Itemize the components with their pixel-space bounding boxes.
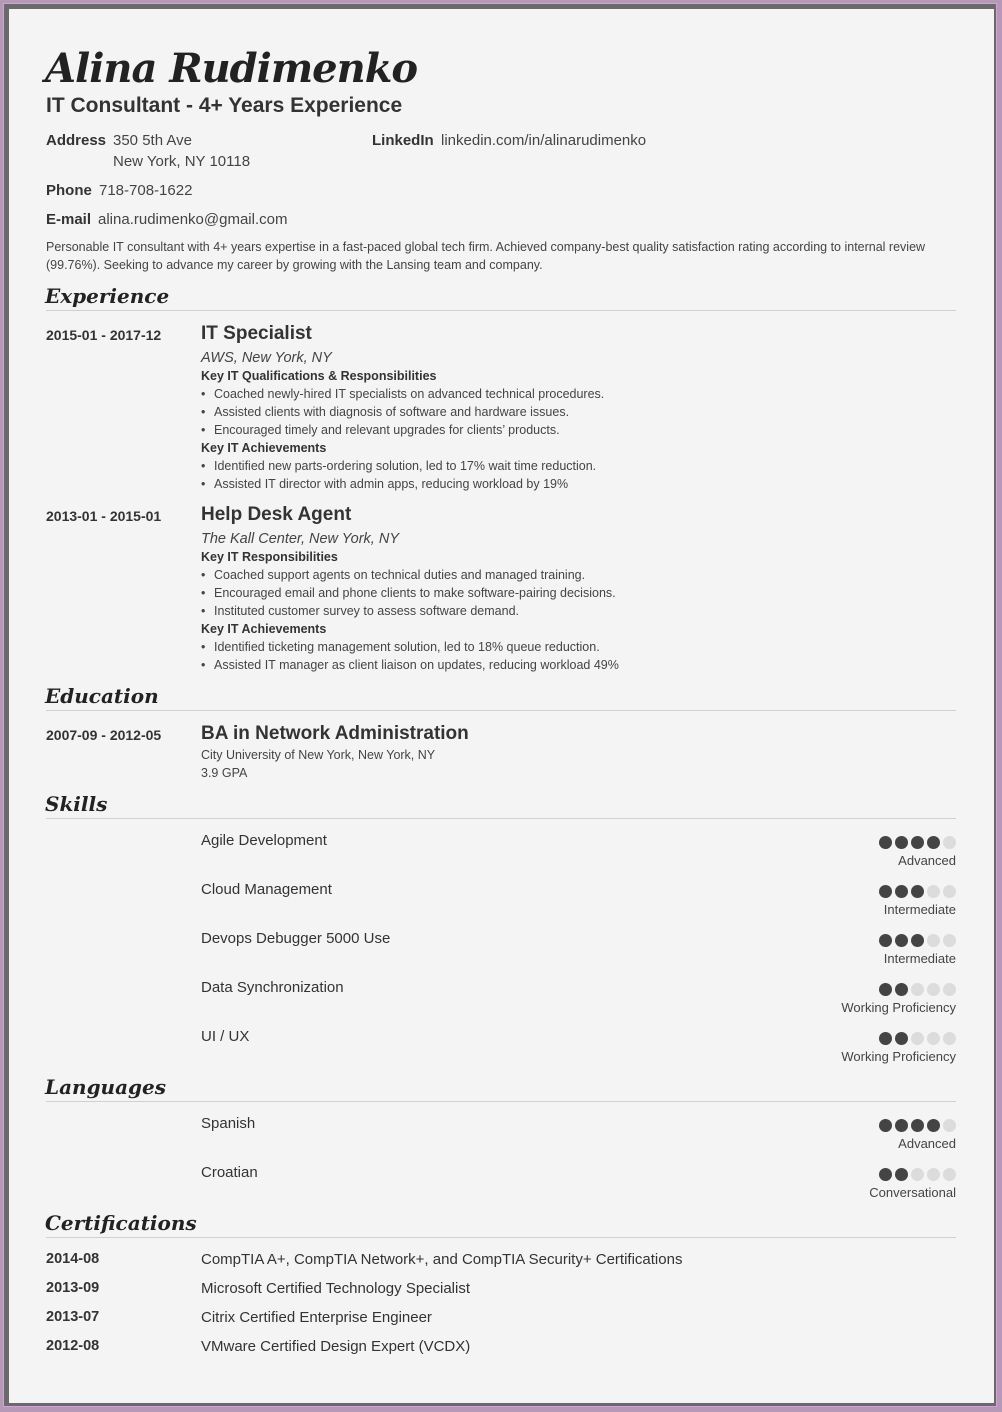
rating-dot-empty xyxy=(911,1168,924,1181)
skill-level: Working Proficiency xyxy=(841,1000,956,1015)
education-gpa: 3.9 GPA xyxy=(201,766,248,780)
job-1-company: AWS, New York, NY xyxy=(201,350,332,366)
rating-dot-empty xyxy=(927,1168,940,1181)
skill-level: Working Proficiency xyxy=(841,1049,956,1064)
language-rating xyxy=(879,1119,956,1132)
rating-dot-filled xyxy=(895,836,908,849)
skill-name: Agile Development xyxy=(201,832,327,849)
job-2-bullet: • Coached support agents on technical duties and managed training. xyxy=(201,568,585,582)
rating-dot-empty xyxy=(943,934,956,947)
language-level: Conversational xyxy=(869,1185,956,1200)
linkedin-link[interactable]: linkedin.com/in/alinarudimenko xyxy=(441,132,647,149)
job-1-bullet: • Coached newly-hired IT specialists on advanced technical procedures. xyxy=(201,387,604,401)
job-1-bullet: • Assisted IT director with admin apps, reducing workload by 19% xyxy=(201,477,568,491)
job-2-dates: 2013-01 - 2015-01 xyxy=(46,508,162,524)
skills-heading: Skills xyxy=(45,792,108,816)
phone-label: Phone xyxy=(46,182,92,199)
skill-name: Devops Debugger 5000 Use xyxy=(201,930,391,947)
education-divider xyxy=(46,710,956,711)
rating-dot-empty xyxy=(911,1032,924,1045)
phone-value: 718-708-1622 xyxy=(99,182,193,199)
cert-name: VMware Certified Design Expert (VCDX) xyxy=(201,1338,471,1355)
job-2-section-1-heading: Key IT Responsibilities xyxy=(201,550,338,564)
rating-dot-filled xyxy=(895,885,908,898)
address-line2: New York, NY 10118 xyxy=(113,153,251,170)
address-label: Address xyxy=(46,132,107,149)
skill-name: UI / UX xyxy=(201,1028,250,1045)
rating-dot-empty xyxy=(943,836,956,849)
languages-divider xyxy=(46,1101,956,1102)
rating-dot-filled xyxy=(927,836,940,849)
rating-dot-filled xyxy=(879,1119,892,1132)
candidate-title: IT Consultant - 4+ Years Experience xyxy=(46,94,403,117)
rating-dot-filled xyxy=(895,1032,908,1045)
rating-dot-filled xyxy=(911,836,924,849)
email-link[interactable]: alina.rudimenko@gmail.com xyxy=(98,211,288,228)
email-label: E-mail xyxy=(46,211,92,228)
resume-page xyxy=(9,9,994,1403)
job-1-bullet: • Encouraged timely and relevant upgrades for clients’ products. xyxy=(201,423,560,437)
certifications-divider xyxy=(46,1237,956,1238)
experience-divider xyxy=(46,310,956,311)
language-rating xyxy=(879,1168,956,1181)
education-dates: 2007-09 - 2012-05 xyxy=(46,727,162,743)
rating-dot-empty xyxy=(927,1032,940,1045)
skills-divider xyxy=(46,818,956,819)
job-1-role: IT Specialist xyxy=(201,323,312,344)
rating-dot-empty xyxy=(943,1032,956,1045)
education-school: City University of New York, New York, NY xyxy=(201,748,436,762)
rating-dot-empty xyxy=(911,983,924,996)
rating-dot-empty xyxy=(943,1168,956,1181)
language-name: Croatian xyxy=(201,1164,258,1181)
rating-dot-filled xyxy=(895,983,908,996)
job-2-bullet: • Encouraged email and phone clients to make software-pairing decisions. xyxy=(201,586,616,600)
skill-name: Cloud Management xyxy=(201,881,332,898)
linkedin-label: LinkedIn xyxy=(372,132,434,149)
rating-dot-filled xyxy=(879,885,892,898)
cert-date: 2013-07 xyxy=(46,1309,100,1325)
job-2-bullet: • Identified ticketing management solution, led to 18% queue reduction. xyxy=(201,640,600,654)
rating-dot-filled xyxy=(879,983,892,996)
job-2-bullet: • Assisted IT manager as client liaison on updates, reducing workload 49% xyxy=(201,658,619,672)
rating-dot-filled xyxy=(879,836,892,849)
job-1-dates: 2015-01 - 2017-12 xyxy=(46,327,162,343)
cert-name: Microsoft Certified Technology Specialist xyxy=(201,1280,471,1297)
rating-dot-empty xyxy=(943,1119,956,1132)
rating-dot-empty xyxy=(927,885,940,898)
rating-dot-empty xyxy=(943,983,956,996)
cert-name: Citrix Certified Enterprise Engineer xyxy=(201,1309,432,1326)
address-line1: 350 5th Ave xyxy=(113,132,192,149)
cert-date: 2014-08 xyxy=(46,1251,100,1267)
rating-dot-filled xyxy=(895,934,908,947)
job-2-section-2-heading: Key IT Achievements xyxy=(201,622,327,636)
rating-dot-empty xyxy=(927,934,940,947)
candidate-name: Alina Rudimenko xyxy=(45,45,418,92)
languages-heading: Languages xyxy=(45,1075,167,1099)
skill-rating xyxy=(879,885,956,898)
cert-date: 2013-09 xyxy=(46,1280,100,1296)
education-heading: Education xyxy=(45,684,159,708)
job-1-section-2-heading: Key IT Achievements xyxy=(201,441,327,455)
cert-name: CompTIA A+, CompTIA Network+, and CompTIA Security+ Certifications xyxy=(201,1251,683,1268)
rating-dot-empty xyxy=(927,983,940,996)
language-level: Advanced xyxy=(898,1136,956,1151)
skill-rating xyxy=(879,1032,956,1045)
job-1-section-1-heading: Key IT Qualifications & Responsibilities xyxy=(201,369,437,383)
rating-dot-filled xyxy=(911,934,924,947)
job-1-bullet: • Assisted clients with diagnosis of software and hardware issues. xyxy=(201,405,569,419)
rating-dot-filled xyxy=(911,1119,924,1132)
language-name: Spanish xyxy=(201,1115,256,1132)
skill-rating xyxy=(879,983,956,996)
rating-dot-filled xyxy=(879,1168,892,1181)
cert-date: 2012-08 xyxy=(46,1338,100,1354)
skill-level: Intermediate xyxy=(883,951,956,966)
skill-level: Intermediate xyxy=(883,902,956,917)
rating-dot-empty xyxy=(943,885,956,898)
rating-dot-filled xyxy=(927,1119,940,1132)
job-2-role: Help Desk Agent xyxy=(201,504,352,525)
rating-dot-filled xyxy=(895,1168,908,1181)
experience-heading: Experience xyxy=(45,284,170,308)
summary-text: Personable IT consultant with 4+ years expertise in a fast-paced global tech firm. Achieved company-best quality satisfaction rating according to internal review (99.76%). Seeking to advance my career by growing with the Lansing team and company. xyxy=(46,240,926,272)
skill-level: Advanced xyxy=(898,853,956,868)
rating-dot-filled xyxy=(911,885,924,898)
rating-dot-filled xyxy=(879,934,892,947)
education-degree: BA in Network Administration xyxy=(201,723,469,744)
job-2-bullet: • Instituted customer survey to assess software demand. xyxy=(201,604,519,618)
rating-dot-filled xyxy=(879,1032,892,1045)
job-2-company: The Kall Center, New York, NY xyxy=(201,531,399,547)
skill-rating xyxy=(879,934,956,947)
certifications-heading: Certifications xyxy=(45,1211,197,1235)
rating-dot-filled xyxy=(895,1119,908,1132)
skill-name: Data Synchronization xyxy=(201,979,344,996)
job-1-bullet: • Identified new parts-ordering solution, led to 17% wait time reduction. xyxy=(201,459,596,473)
skill-rating xyxy=(879,836,956,849)
